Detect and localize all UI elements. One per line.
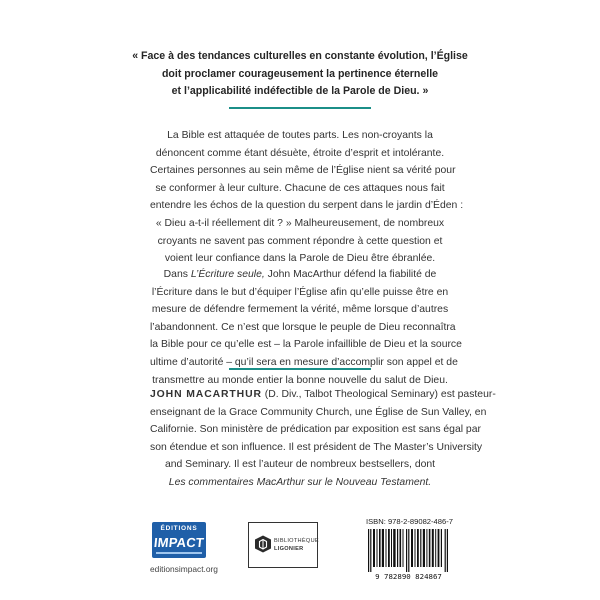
ligonier-line2: LIGONIER xyxy=(274,546,304,552)
paragraph-line: son étendue et son influence. Il est président de The Master’s University xyxy=(150,441,483,453)
paragraph-line: « Dieu a-t-il réellement dit ? » Malheureusement, de nombreux xyxy=(155,217,445,229)
series-title-italic: Les commentaires MacArthur sur le Nouveau Testament. xyxy=(168,476,432,488)
author-bio xyxy=(150,386,496,492)
paragraph-line: and Seminary. Il est l’auteur de nombreux bestsellers, dont xyxy=(164,459,436,471)
paragraph-line: mesure de défendre fermement la vérité, même lorsque d’autres xyxy=(151,304,449,316)
publisher-website: editionsimpact.org xyxy=(150,564,218,574)
paragraph-line xyxy=(150,386,496,404)
quote-line: « Face à des tendances culturelles en constante évolution, l’Église xyxy=(132,50,468,62)
isbn-barcode xyxy=(366,517,451,583)
ligonier-logo xyxy=(248,522,318,568)
paragraph-line: dénoncent comme étant désuète, étroite d’esprit et intolérante. xyxy=(155,147,445,159)
author-name: JOHN MACARTHUR xyxy=(150,389,262,400)
paragraph-line: l’Écriture dans le but d’équiper l’Église afin qu’elle puisse être en xyxy=(151,286,449,298)
impact-logo-main-text: IMPACT xyxy=(153,535,205,550)
ligonier-line1: BIBLIOTHÈQUE xyxy=(274,538,319,544)
paragraph-line: ultime d’autorité – qu’il sera en mesure d’accomplir son appel et de xyxy=(150,356,458,368)
paragraph-line: Certaines personnes au sein même de l’Église nient sa vérité pour xyxy=(150,165,456,177)
barcode-digits: 9 782890 824867 xyxy=(375,572,442,581)
ligonier-wordmark xyxy=(274,537,319,553)
impact-logo-underline xyxy=(156,552,202,554)
paragraph-line: la Bible pour ce qu’elle est – la Parole infaillible de Dieu et la source xyxy=(150,339,462,351)
text-run: (D. Div., Talbot Theological Seminary) est pasteur- xyxy=(261,389,496,400)
paragraph-line: enseignant de la Grace Community Church, une Église de Sun Valley, en xyxy=(150,406,487,418)
paragraph-line: Californie. Son ministère de prédication par exposition est sans égal par xyxy=(150,424,481,436)
paragraph-line: croyants ne savent pas comment répondre à cette question et xyxy=(157,235,443,247)
paragraph-line: entendre les échos de la question du serpent dans le jardin d’Éden : xyxy=(150,200,464,212)
quote-line: et l’applicabilité indéfectible de la Parole de Dieu. » xyxy=(171,85,429,97)
isbn-label: ISBN: 978-2-89082-486-7 xyxy=(366,517,453,526)
paragraph-line: transmettre au monde entier la bonne nouvelle du salut de Dieu. xyxy=(152,374,448,386)
pull-quote xyxy=(120,48,480,101)
editions-impact-logo xyxy=(152,522,206,558)
text-run: Dans xyxy=(163,269,191,280)
teal-divider-bottom xyxy=(229,368,371,370)
book-title-italic: L’Écriture seule, xyxy=(190,269,265,280)
paragraph-line: voient leur confiance dans la Parole de Dieu être ébranlée. xyxy=(164,253,436,265)
barcode-bars xyxy=(368,529,449,572)
quote-line: doit proclamer courageusement la pertinence éternelle xyxy=(161,67,439,80)
intro-paragraph xyxy=(150,127,464,268)
paragraph-line: se conformer à leur culture. Chacune de ces attaques nous fait xyxy=(155,182,445,194)
impact-logo-top-text: ÉDITIONS xyxy=(160,525,198,532)
paragraph-line xyxy=(150,266,450,284)
teal-divider-top xyxy=(229,107,371,109)
ligonier-shield-icon xyxy=(254,535,272,553)
text-run: John MacArthur défend la fiabilité de xyxy=(264,269,437,280)
paragraph-line: l’abandonnent. Ce n’est que lorsque le peuple de Dieu reconnaîtra xyxy=(150,321,456,333)
book-description-paragraph xyxy=(150,266,462,389)
paragraph-line: La Bible est attaquée de toutes parts. Les non-croyants la xyxy=(167,130,433,141)
